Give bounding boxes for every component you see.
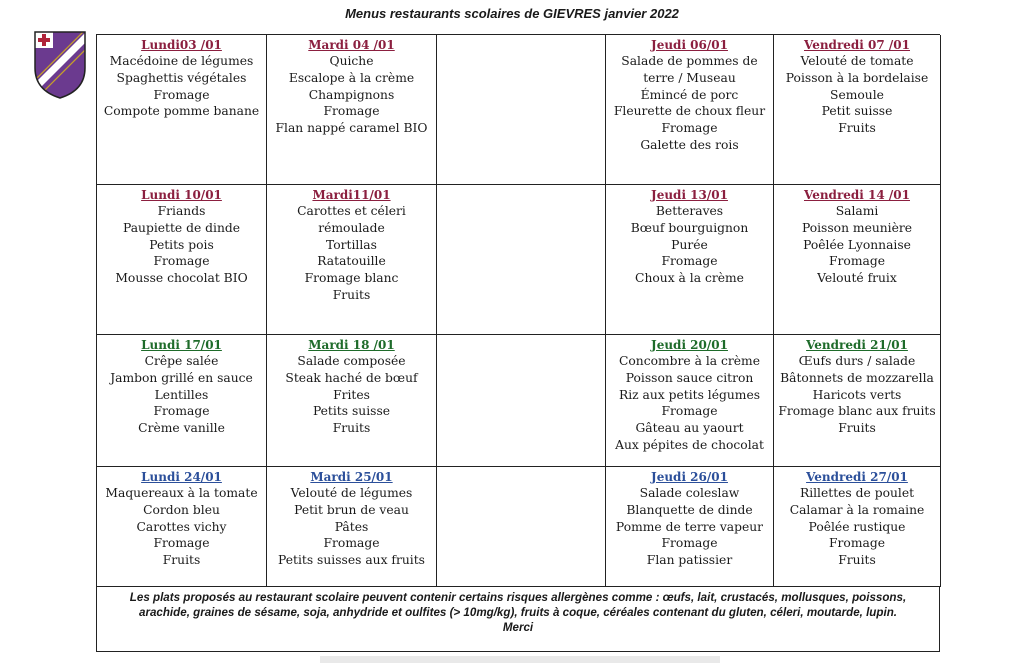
- menu-item: Fromage: [661, 121, 718, 136]
- menu-item: Fromage: [153, 536, 210, 551]
- menu-item: Salade composée: [297, 354, 406, 368]
- menu-item: Œufs durs / salade: [798, 354, 916, 368]
- menu-item: Fromage blanc: [304, 271, 399, 286]
- menu-item: Aux pépites de chocolat: [615, 437, 764, 452]
- town-crest-icon: [33, 30, 87, 100]
- menu-item: Émincé de porc: [640, 87, 739, 102]
- menu-item: Fromage: [323, 536, 380, 551]
- menu-item: Betteraves: [655, 204, 724, 218]
- menu-cell: [267, 467, 437, 587]
- menu-cell: [774, 467, 941, 587]
- menu-cell: [97, 185, 267, 335]
- menu-cell: [606, 335, 774, 467]
- menu-item: Pomme de terre vapeur: [615, 519, 764, 534]
- menu-item: Compote pomme banane: [103, 104, 260, 119]
- menu-item: Fromage blanc aux fruits: [778, 404, 936, 419]
- day-label: Lundi 10/01: [141, 188, 222, 202]
- menu-item: Fromage: [153, 87, 210, 102]
- empty-cell: [437, 467, 606, 587]
- menu-item: Velouté fruix: [817, 271, 897, 286]
- menu-item: Gâteau au yaourt: [635, 421, 744, 436]
- menu-item: Riz aux petits légumes: [618, 387, 761, 402]
- menu-item: Flan patissier: [646, 553, 733, 568]
- menu-item: Petits suisses aux fruits: [278, 553, 425, 568]
- menu-item: Carottes vichy: [136, 519, 227, 534]
- day-label: Vendredi 07 /01: [803, 38, 910, 52]
- menu-cell: [267, 35, 437, 185]
- day-label: Mardi 18 /01: [308, 338, 395, 352]
- menu-item: Friands: [157, 204, 206, 218]
- menu-item: Rillettes de poulet: [799, 486, 915, 500]
- allergen-notice: [96, 586, 940, 652]
- empty-cell: [437, 185, 606, 335]
- menu-item: Jambon grillé en sauce: [110, 370, 253, 385]
- menu-item: Crêpe salée: [144, 354, 219, 368]
- menu-item: Calamar à la romaine: [789, 502, 925, 517]
- menu-item: Fromage: [661, 536, 718, 551]
- menu-item: Choux à la crème: [635, 271, 744, 286]
- menu-cell: [97, 467, 267, 587]
- menu-item: Poisson meunière: [801, 220, 913, 235]
- menu-item: Paupiette de dinde: [122, 220, 241, 235]
- menu-item: Poêlée rustique: [808, 519, 906, 534]
- menu-item: Fleurette de choux fleur: [613, 104, 766, 119]
- day-label: Vendredi 21/01: [806, 338, 908, 352]
- menu-item: Fruits: [332, 287, 371, 302]
- menu-item: Fromage: [153, 254, 210, 269]
- menu-item: Fromage: [661, 404, 718, 419]
- menu-cell: [97, 335, 267, 467]
- menu-item: Flan nappé caramel BIO: [275, 121, 428, 136]
- menu-cell: [606, 467, 774, 587]
- menu-item: Fruits: [332, 421, 371, 436]
- menu-item: Bœuf bourguignon: [630, 220, 749, 235]
- day-label: Mardi11/01: [312, 188, 391, 202]
- menu-item: Purée: [671, 237, 708, 252]
- menu-item: Concombre à la crème: [618, 354, 760, 368]
- menu-grid: [96, 34, 940, 586]
- day-label: Lundi 24/01: [141, 470, 222, 484]
- menu-item: Petit brun de veau: [294, 502, 409, 517]
- day-label: Vendredi 14 /01: [803, 188, 910, 202]
- menu-cell: [267, 185, 437, 335]
- day-label: Vendredi 27/01: [806, 470, 908, 484]
- menu-item: Fruits: [838, 121, 876, 136]
- menu-item: Quiche: [329, 54, 374, 68]
- menu-item: Spaghettis végétales: [116, 70, 247, 85]
- menu-item: terre / Museau: [643, 70, 736, 85]
- menu-item: Haricots verts: [812, 387, 902, 402]
- menu-item: Blanquette de dinde: [626, 502, 753, 517]
- menu-item: Velouté de légumes: [290, 486, 413, 500]
- menu-item: Frites: [333, 387, 370, 402]
- menu-cell: [606, 35, 774, 185]
- menu-item: rémoulade: [318, 220, 385, 235]
- menu-item: Fromage: [829, 254, 885, 269]
- menu-item: Cordon bleu: [143, 502, 220, 517]
- empty-cell: [437, 35, 606, 185]
- menu-item: Fromage: [323, 104, 380, 119]
- menu-item: Tortillas: [326, 237, 377, 252]
- thanks-text: Merci: [502, 621, 534, 634]
- menu-item: Poêlée Lyonnaise: [803, 237, 911, 252]
- menu-item: Salade coleslaw: [639, 486, 740, 500]
- menu-item: Poisson à la bordelaise: [785, 70, 929, 85]
- day-label: Jeudi 26/01: [651, 470, 728, 484]
- menu-item: Fruits: [838, 421, 876, 436]
- menu-item: Champignons: [308, 87, 395, 102]
- menu-item: Fromage: [153, 404, 210, 419]
- menu-item: Petit suisse: [821, 104, 893, 119]
- menu-item: Crème vanille: [138, 421, 225, 436]
- allergen-notice-text: Les plats proposés au restaurant scolaire peuvent contenir certains risques allergènes comme : œufs, lait, crustacés, mollusques, poissons, arachide, graines de sésame, soja, anhydride et oulfites (> 10mg/kg), fruits à coque, céréales contenant du gluten, céleri, moutarde, lupin.: [129, 591, 907, 619]
- menu-item: Mousse chocolat BIO: [115, 271, 248, 286]
- menu-item: Macédoine de légumes: [109, 54, 254, 68]
- menu-cell: [267, 335, 437, 467]
- menu-cell: [774, 185, 941, 335]
- page-edge-strip: [320, 656, 720, 663]
- menu-item: Lentilles: [154, 387, 209, 402]
- menu-item: Escalope à la crème: [288, 70, 415, 85]
- menu-item: Galette des rois: [640, 137, 739, 152]
- menu-item: Bâtonnets de mozzarella: [780, 370, 934, 385]
- day-label: Jeudi 13/01: [651, 188, 728, 202]
- menu-item: Fruits: [838, 553, 876, 568]
- menu-item: Pâtes: [334, 519, 369, 534]
- menu-item: Fromage: [661, 254, 718, 269]
- day-label: Lundi 17/01: [141, 338, 222, 352]
- day-label: Jeudi 20/01: [651, 338, 728, 352]
- day-label: Jeudi 06/01: [651, 38, 728, 52]
- menu-item: Velouté de tomate: [800, 54, 914, 68]
- menu-item: Salade de pommes de: [621, 54, 758, 68]
- menu-item: Poisson sauce citron: [625, 370, 754, 385]
- menu-item: Steak haché de bœuf: [285, 370, 418, 385]
- menu-cell: [774, 35, 941, 185]
- menu-item: Semoule: [830, 87, 884, 102]
- menu-item: Maquereaux à la tomate: [105, 486, 258, 500]
- day-label: Mardi 04 /01: [308, 38, 395, 52]
- menu-item: Carottes et céleri: [297, 204, 406, 218]
- menu-cell: [774, 335, 941, 467]
- menu-cell: [606, 185, 774, 335]
- empty-cell: [437, 335, 606, 467]
- menu-item: Salami: [835, 204, 879, 218]
- menu-cell: [97, 35, 267, 185]
- page-title: Menus restaurants scolaires de GIEVRES janvier 2022: [345, 6, 679, 21]
- menu-item: Fruits: [162, 553, 201, 568]
- menu-item: Petits pois: [149, 237, 214, 252]
- day-label: Mardi 25/01: [310, 470, 393, 484]
- menu-item: Ratatouille: [317, 254, 386, 269]
- day-label: Lundi03 /01: [141, 38, 222, 52]
- menu-item: Petits suisse: [312, 404, 391, 419]
- menu-item: Fromage: [829, 536, 885, 551]
